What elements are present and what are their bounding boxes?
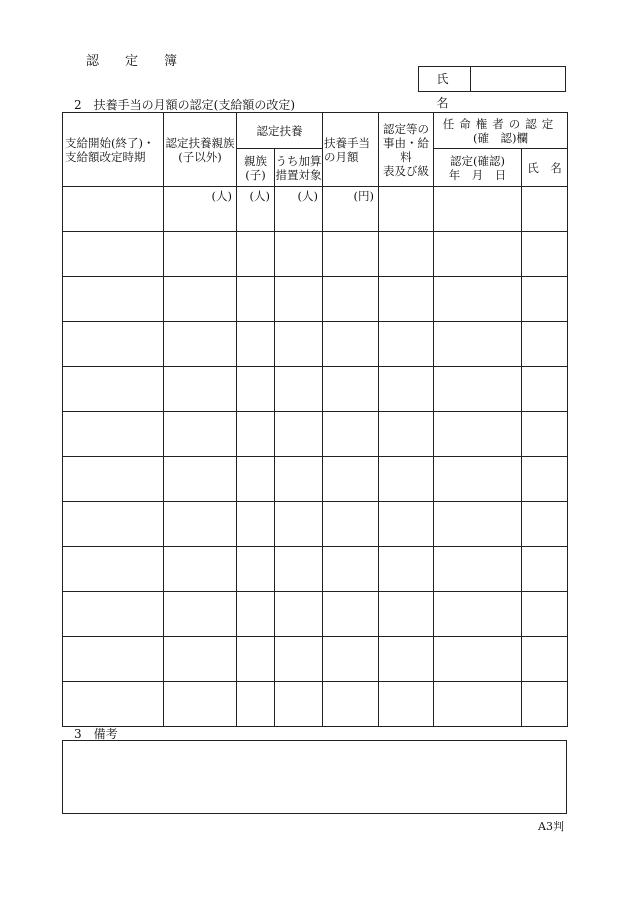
cell-relatives[interactable]: [164, 232, 237, 277]
cell-period[interactable]: [63, 637, 164, 682]
cell-addition[interactable]: [275, 457, 323, 502]
cell-period[interactable]: [63, 187, 164, 232]
cell-reason[interactable]: [379, 322, 434, 367]
table-row: [63, 682, 568, 727]
cell-child[interactable]: [237, 412, 275, 457]
cell-addition[interactable]: [275, 412, 323, 457]
paper-size-label: A3判: [538, 820, 564, 833]
cell-period[interactable]: [63, 592, 164, 637]
allowance-table: [62, 112, 568, 727]
cell-name[interactable]: [522, 277, 568, 322]
header-child-line2: (子): [245, 167, 266, 182]
cell-date[interactable]: [434, 502, 522, 547]
cell-reason[interactable]: [379, 457, 434, 502]
header-addition: [275, 149, 323, 187]
name-field-box: [418, 66, 566, 110]
table-row: [63, 592, 568, 637]
table-row: [63, 457, 568, 502]
cell-relatives[interactable]: [164, 457, 237, 502]
table-row: [63, 637, 568, 682]
header-reason: [379, 113, 434, 187]
header-appointer: [434, 113, 568, 149]
cell-monthly[interactable]: [323, 547, 379, 592]
cell-monthly[interactable]: [323, 457, 379, 502]
cell-reason[interactable]: [379, 592, 434, 637]
cell-reason[interactable]: [379, 412, 434, 457]
header-addition-line2: 措置対象: [275, 167, 322, 182]
header-relatives-line1: 認定扶養親族: [165, 135, 235, 150]
cell-relatives[interactable]: [164, 367, 237, 412]
cell-relatives[interactable]: [164, 412, 237, 457]
cell-reason[interactable]: [379, 367, 434, 412]
cell-date[interactable]: [434, 322, 522, 367]
cell-date[interactable]: [434, 412, 522, 457]
cell-relatives[interactable]: [164, 682, 237, 727]
cell-addition[interactable]: [275, 637, 323, 682]
cell-period[interactable]: [63, 322, 164, 367]
cell-relatives[interactable]: [164, 547, 237, 592]
table-row: [63, 547, 568, 592]
cell-date[interactable]: [434, 232, 522, 277]
cell-child[interactable]: [237, 322, 275, 367]
cell-relatives[interactable]: [164, 592, 237, 637]
cell-relatives[interactable]: [164, 502, 237, 547]
cell-monthly[interactable]: [323, 682, 379, 727]
cell-name[interactable]: [522, 232, 568, 277]
header-monthly: [323, 113, 379, 187]
cell-relatives[interactable]: [164, 637, 237, 682]
cell-addition[interactable]: [275, 682, 323, 727]
cell-monthly[interactable]: [323, 277, 379, 322]
cell-period[interactable]: [63, 232, 164, 277]
cell-reason[interactable]: [379, 187, 434, 232]
cell-period[interactable]: [63, 682, 164, 727]
table-row: [63, 277, 568, 322]
table-row: [63, 412, 568, 457]
unit-yen-monthly: (円): [323, 187, 379, 232]
cell-name[interactable]: [522, 547, 568, 592]
cell-child[interactable]: [237, 547, 275, 592]
cell-reason[interactable]: [379, 277, 434, 322]
document-title: [86, 50, 203, 69]
title-char-3: 簿: [164, 54, 178, 69]
cell-date[interactable]: [434, 367, 522, 412]
cell-period[interactable]: [63, 457, 164, 502]
unit-persons-relatives: (人): [164, 187, 237, 232]
unit-persons-child: (人): [237, 187, 275, 232]
cell-period[interactable]: [63, 412, 164, 457]
cell-monthly[interactable]: [323, 637, 379, 682]
cell-name[interactable]: [522, 187, 568, 232]
cell-date[interactable]: [434, 547, 522, 592]
header-relatives-line2: (子以外): [178, 149, 222, 164]
table-row: [63, 367, 568, 412]
cell-child[interactable]: [237, 682, 275, 727]
cell-reason[interactable]: [379, 232, 434, 277]
header-appointer-line2: (確 認)欄: [473, 130, 528, 145]
cell-child[interactable]: [237, 277, 275, 322]
cell-child[interactable]: [237, 592, 275, 637]
cell-addition[interactable]: [275, 367, 323, 412]
cell-child[interactable]: [237, 457, 275, 502]
cell-addition[interactable]: [275, 592, 323, 637]
header-period-line2: 支給額改定時期: [65, 149, 146, 164]
header-child: [237, 149, 275, 187]
cell-name[interactable]: [522, 367, 568, 412]
cell-reason[interactable]: [379, 547, 434, 592]
header-period: [63, 113, 164, 187]
cell-date[interactable]: [434, 187, 522, 232]
cell-child[interactable]: [237, 367, 275, 412]
header-name: 氏 名: [522, 149, 568, 187]
cell-name[interactable]: [522, 457, 568, 502]
table-row: [63, 502, 568, 547]
header-addition-line1: うち加算: [275, 153, 322, 168]
cell-name[interactable]: [522, 592, 568, 637]
unit-persons-addition: (人): [275, 187, 323, 232]
cell-name[interactable]: [522, 502, 568, 547]
cell-addition[interactable]: [275, 232, 323, 277]
header-monthly-line1: 扶養手当: [324, 135, 370, 150]
header-appointer-line1: 任命権者の認定: [442, 116, 559, 131]
header-reason-line1: 認定等の: [383, 121, 429, 136]
section3-heading: 3 備考: [74, 727, 118, 741]
header-monthly-line2: の月額: [324, 149, 359, 164]
cell-date[interactable]: [434, 682, 522, 727]
cell-child[interactable]: [237, 232, 275, 277]
header-child-line1: 親族: [244, 153, 267, 168]
header-period-line1: 支給開始(終了)・: [65, 135, 155, 150]
cell-monthly[interactable]: [323, 412, 379, 457]
cell-addition[interactable]: [275, 502, 323, 547]
cell-relatives[interactable]: [164, 322, 237, 367]
name-label: 氏 名: [419, 67, 471, 91]
cell-reason[interactable]: [379, 682, 434, 727]
cell-child[interactable]: [237, 502, 275, 547]
header-date-line2: 年 月 日: [448, 167, 507, 182]
cell-name[interactable]: [522, 322, 568, 367]
table-row: [63, 187, 568, 232]
header-date: [434, 149, 522, 187]
cell-period[interactable]: [63, 367, 164, 412]
cell-monthly[interactable]: [323, 322, 379, 367]
cell-name[interactable]: [522, 682, 568, 727]
header-reason-line2: 事由・給料: [383, 135, 429, 164]
cell-reason[interactable]: [379, 502, 434, 547]
cell-period[interactable]: [63, 277, 164, 322]
cell-date[interactable]: [434, 592, 522, 637]
cell-monthly[interactable]: [323, 232, 379, 277]
cell-name[interactable]: [522, 412, 568, 457]
cell-name[interactable]: [522, 637, 568, 682]
header-reason-line3: 表及び級: [383, 163, 429, 178]
table-row: [63, 232, 568, 277]
cell-date[interactable]: [434, 457, 522, 502]
cell-monthly[interactable]: [323, 367, 379, 412]
cell-addition[interactable]: [275, 322, 323, 367]
cell-date[interactable]: [434, 277, 522, 322]
header-relatives: [164, 113, 237, 187]
table-row: [63, 322, 568, 367]
cell-monthly[interactable]: [323, 592, 379, 637]
cell-period[interactable]: [63, 547, 164, 592]
name-value[interactable]: [471, 67, 565, 91]
cell-addition[interactable]: [275, 277, 323, 322]
cell-reason[interactable]: [379, 637, 434, 682]
section2-heading: 2 扶養手当の月額の認定(支給額の改定): [74, 98, 295, 112]
cell-monthly[interactable]: [323, 502, 379, 547]
cell-child[interactable]: [237, 637, 275, 682]
header-dependents: 認定扶養: [237, 113, 323, 149]
cell-period[interactable]: [63, 502, 164, 547]
cell-addition[interactable]: [275, 547, 323, 592]
cell-relatives[interactable]: [164, 277, 237, 322]
title-char-1: 認: [86, 54, 100, 69]
cell-date[interactable]: [434, 637, 522, 682]
title-char-2: 定: [125, 54, 139, 69]
remarks-box[interactable]: [62, 740, 567, 814]
header-date-line1: 認定(確認): [450, 153, 505, 168]
